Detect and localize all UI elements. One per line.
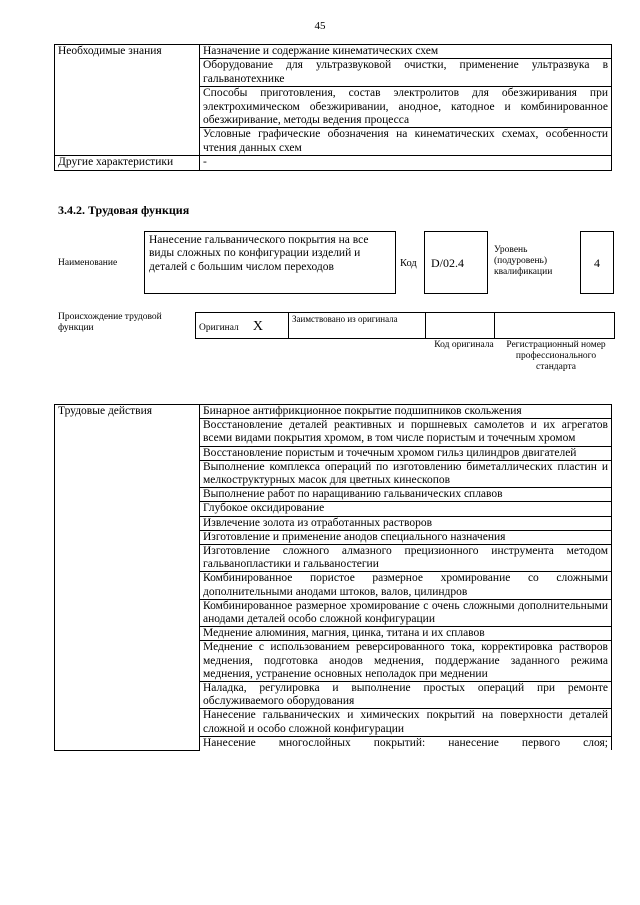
original-cell bbox=[196, 313, 289, 339]
reg-number-cell bbox=[495, 313, 615, 339]
page-number: 45 bbox=[314, 20, 326, 32]
action-item: Восстановление деталей реактивных и поршневых самолетов и их агрегатов всеми видами покрытия хромом, в том числе пористым и точечным хромом bbox=[200, 419, 612, 446]
table-row bbox=[196, 313, 615, 339]
other-characteristics-value: - bbox=[200, 156, 612, 170]
original-mark: X bbox=[252, 318, 263, 334]
actions-table bbox=[54, 404, 612, 751]
other-characteristics-label: Другие характеристики bbox=[55, 156, 200, 170]
action-item: Нанесение многослойных покрытий: нанесение первого слоя; bbox=[200, 736, 612, 750]
actions-label: Трудовые действия bbox=[55, 405, 200, 751]
function-code-value: D/02.4 bbox=[431, 256, 464, 270]
reg-number-label: Регистрационный номер профессионального стандарта bbox=[506, 340, 606, 373]
table-row bbox=[55, 45, 612, 59]
action-item: Извлечение золота из отработанных растворов bbox=[200, 516, 612, 530]
origin-table bbox=[195, 312, 615, 339]
action-item: Выполнение работ по наращиванию гальванических сплавов bbox=[200, 488, 612, 502]
original-code-cell bbox=[426, 313, 495, 339]
action-item: Меднение алюминия, магния, цинка, титана и их сплавов bbox=[200, 627, 612, 641]
action-item: Выполнение комплекса операций по изготовлению биметаллических пластин и мелкоструктурных масок для цветных кинескопов bbox=[200, 460, 612, 487]
action-item: Бинарное антифрикционное покрытие подшипников скольжения bbox=[200, 405, 612, 419]
table-row bbox=[55, 405, 612, 419]
function-name-value: Нанесение гальванического покрытия на все виды сложных по конфигурации изделий и деталей с большим числом переходов bbox=[149, 234, 369, 273]
origin-label: Происхождение трудовой функции bbox=[58, 312, 162, 333]
function-name-box bbox=[144, 231, 396, 294]
original-label: Оригинал bbox=[199, 322, 239, 333]
knowledge-item: Способы приготовления, состав электролитов для обезжиривания при электрохимическом обезжиривании, анодное, катодное и комбинированное обезжиривание, методы ведения процесса bbox=[200, 87, 612, 128]
action-item: Нанесение гальванических и химических покрытий на поверхности деталей сложной и особо сложной конфигурации bbox=[200, 709, 612, 736]
action-item: Глубокое оксидирование bbox=[200, 502, 612, 516]
knowledge-item: Оборудование для ультразвуковой очистки, применение ультразвука в гальванотехнике bbox=[200, 59, 612, 87]
knowledge-table bbox=[54, 44, 612, 171]
action-item: Наладка, регулировка и выполнение простых операций при ремонте обслуживаемого оборудования bbox=[200, 682, 612, 709]
level-label: Уровень (подуровень) квалификации bbox=[494, 245, 553, 277]
section-heading: 3.4.2. Трудовая функция bbox=[58, 203, 190, 217]
borrowed-label: Заимствовано из оригинала bbox=[289, 313, 426, 339]
code-label: Код bbox=[400, 258, 417, 269]
table-row bbox=[55, 156, 612, 170]
action-item: Меднение с использованием реверсированного тока, корректировка растворов меднения, подготовка анодов меднения, поддержание заданного режима меднения, устранение основных неполадок при меднении bbox=[200, 641, 612, 682]
action-item: Восстановление пористым и точечным хромом гильз цилиндров двигателей bbox=[200, 446, 612, 460]
name-label: Наименование bbox=[58, 258, 118, 268]
knowledge-item: Назначение и содержание кинематических схем bbox=[200, 45, 612, 59]
knowledge-item: Условные графические обозначения на кинематических схемах, особенности чтения данных схем bbox=[200, 128, 612, 156]
level-box bbox=[580, 231, 614, 294]
function-code-box bbox=[424, 231, 488, 294]
knowledge-label: Необходимые знания bbox=[55, 45, 200, 156]
action-item: Комбинированное размерное хромирование с очень сложными дополнительными анодами деталей особо сложной конфигурации bbox=[200, 599, 612, 626]
level-value: 4 bbox=[594, 256, 600, 270]
action-item: Изготовление и применение анодов специального назначения bbox=[200, 530, 612, 544]
action-item: Комбинированное пористое размерное хромирование со сложными дополнительными анодами штоков, валов, цилиндров bbox=[200, 572, 612, 599]
code-original-label: Код оригинала bbox=[434, 340, 494, 350]
action-item: Изготовление сложного алмазного прецизионного инструмента методом гальванопластики и гальваностегии bbox=[200, 545, 612, 572]
